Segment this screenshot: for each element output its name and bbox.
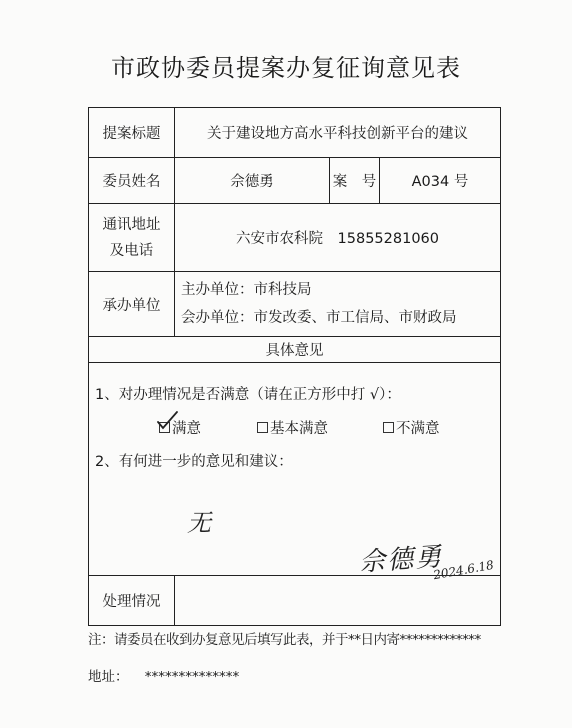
handwritten-answer: 无 bbox=[187, 509, 211, 537]
units-label: 承办单位 bbox=[89, 272, 175, 337]
checkbox-icon[interactable] bbox=[257, 422, 268, 433]
units-value bbox=[175, 272, 501, 337]
signature-date: 2024.6.18 bbox=[432, 557, 495, 583]
member-name-label: 委员姓名 bbox=[89, 158, 175, 204]
co-units: 会办单位：市发改委、市工信局、市财政局 bbox=[181, 310, 457, 326]
contact-value: 六安市农科院 15855281060 bbox=[175, 204, 501, 272]
handling-value bbox=[175, 576, 501, 626]
option-label: 基本满意 bbox=[270, 421, 328, 437]
address-label: 地址： bbox=[88, 669, 129, 685]
signature: 佘德勇 bbox=[358, 542, 445, 578]
address-line bbox=[88, 665, 239, 685]
opinion-header: 具体意见 bbox=[89, 337, 501, 363]
case-number-label: 案 号 bbox=[330, 158, 380, 204]
handling-label: 处理情况 bbox=[89, 576, 175, 626]
contact-label-line1: 通讯地址 bbox=[102, 216, 161, 233]
case-number-value: A034 号 bbox=[380, 158, 501, 204]
proposal-title-value: 关于建设地方高水平科技创新平台的建议 bbox=[175, 108, 501, 158]
page-title: 市政协委员提案办复征询意见表 bbox=[111, 54, 461, 82]
member-name-value: 佘德勇 bbox=[175, 158, 330, 204]
option-dissatisfied[interactable] bbox=[383, 417, 440, 438]
main-unit: 主办单位：市科技局 bbox=[181, 282, 312, 298]
address-value: ************** bbox=[144, 669, 240, 685]
contact-label bbox=[89, 204, 175, 272]
opinion-body bbox=[89, 363, 501, 583]
option-label: 满意 bbox=[172, 421, 201, 437]
question-2: 2、有何进一步的意见和建议： bbox=[95, 454, 293, 470]
opinion-form bbox=[88, 107, 501, 626]
checkbox-icon[interactable] bbox=[383, 422, 394, 433]
question-1: 1、对办理情况是否满意（请在正方形中打 √）： bbox=[95, 387, 401, 403]
footnote: 注：请委员在收到办复意见后填写此表，并于**日内寄************* bbox=[88, 632, 481, 648]
proposal-title-label: 提案标题 bbox=[89, 108, 175, 158]
option-label: 不满意 bbox=[396, 421, 440, 437]
contact-label-line2: 及电话 bbox=[109, 242, 154, 259]
option-basically-satisfied[interactable] bbox=[257, 417, 328, 438]
checkmark-icon bbox=[155, 411, 179, 431]
